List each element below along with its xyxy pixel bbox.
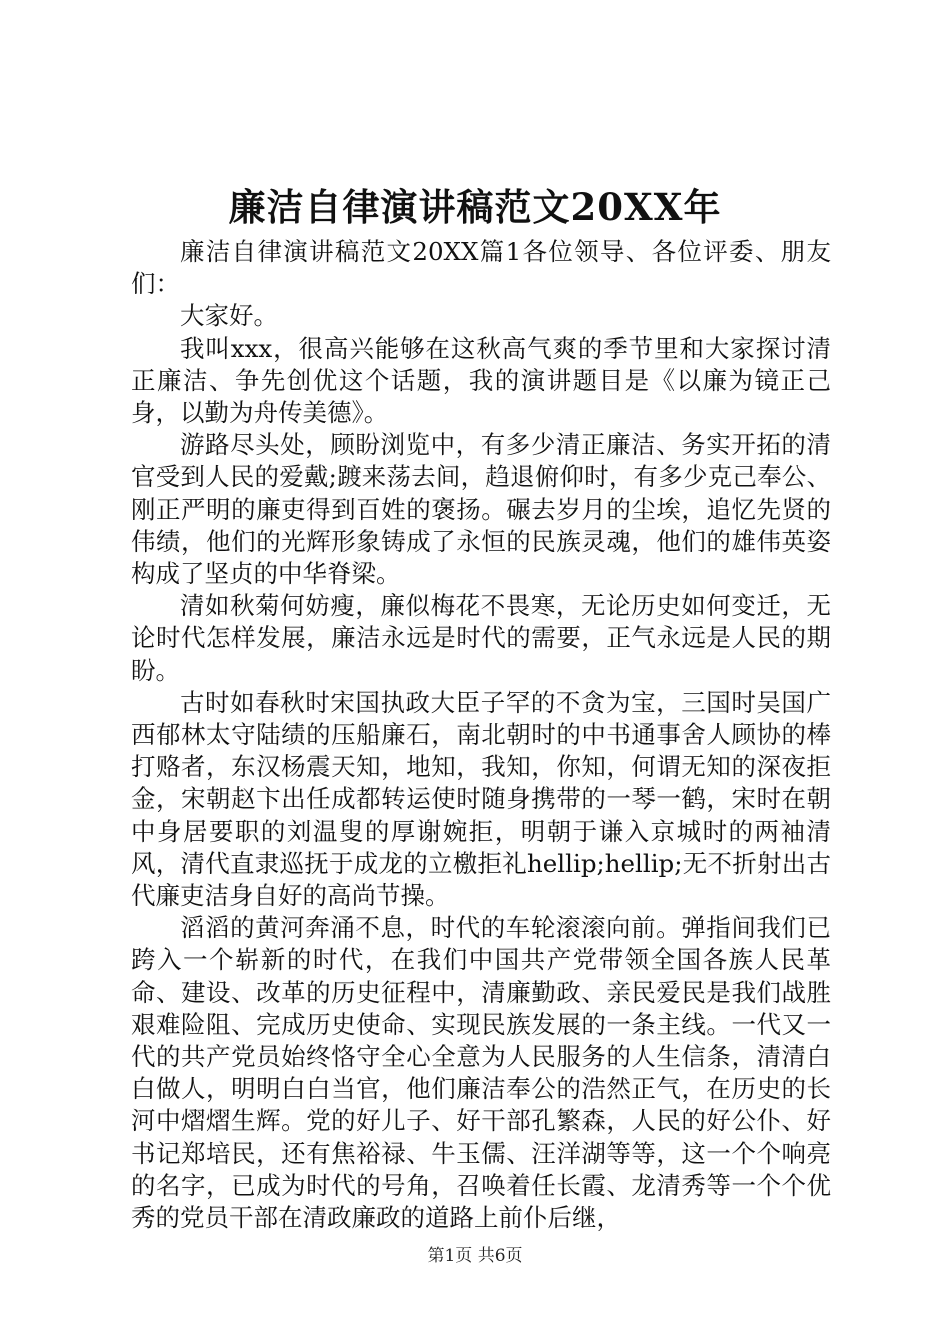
paragraph-2: 大家好。 (180, 301, 278, 331)
page-number-footer: 第1页 共6页 (427, 1246, 523, 1266)
paragraph-6: 古时如春秋时宋国执政大臣子罕的不贪为宝，三国时吴国广西郁林太守陆绩的压船廉石，南北朝时的中书通事舍人顾协的棒打赂者，东汉杨震天知，地知，我知，你知，何谓无知的深夜拒金，宋朝赵卞出任成都转运使时随身携带的一琴一鹤，宋时在朝中身居要职的刘温叟的厚谢婉拒，明朝于谦入京城时的两袖清风，清代直隶巡抚于成龙的立檄拒礼hellip;hellip;无不折射出古代廉吏洁身自好的高尚节操。 (131, 687, 831, 911)
paragraph-7: 滔滔的黄河奔涌不息，时代的车轮滚滚向前。弹指间我们已跨入一个崭新的时代，在我们中国共产党带领全国各族人民革命、建设、改革的历史征程中，清廉勤政、亲民爱民是我们战胜艰难险阻、完成历史使命、实现民族发展的一条主线。一代又一代的共产党员始终恪守全心全意为人民服务的人生信条，清清白白做人，明明白白当官，他们廉洁奉公的浩然正气，在历史的长河中熠熠生辉。党的好儿子、好干部孔繁森，人民的好公仆、好书记郑培民，还有焦裕禄、牛玉儒、汪洋湖等等，这一个个响亮的名字，已成为时代的号角，召唤着任长霞、龙清秀等一个个优秀的党员干部在清政廉政的道路上前仆后继， (131, 913, 831, 1233)
document-title: 廉洁自律演讲稿范文20XX年 (228, 185, 722, 229)
document-body (131, 236, 831, 1234)
paragraph-4: 游路尽头处，顾盼浏览中，有多少清正廉洁、务实开拓的清官受到人民的爱戴;踱来荡去间，趋退俯仰时，有多少克己奉公、刚正严明的廉吏得到百姓的褒扬。碾去岁月的尘埃，追忆先贤的伟绩，他们的光辉形象铸成了永恒的民族灵魂，他们的雄伟英姿构成了坚贞的中华脊梁。 (131, 430, 831, 589)
paragraph-5: 清如秋菊何妨瘦，廉似梅花不畏寒，无论历史如何变迁，无论时代怎样发展，廉洁永远是时代的需要，正气永远是人民的期盼。 (131, 591, 831, 685)
paragraph-3: 我叫xxx，很高兴能够在这秋高气爽的季节里和大家探讨清正廉洁、争先创优这个话题，我的演讲题目是《以廉为镜正己身，以勤为舟传美德》。 (131, 333, 831, 428)
paragraph-1: 廉洁自律演讲稿范文20XX篇1各位领导、各位评委、朋友们： (131, 237, 831, 299)
